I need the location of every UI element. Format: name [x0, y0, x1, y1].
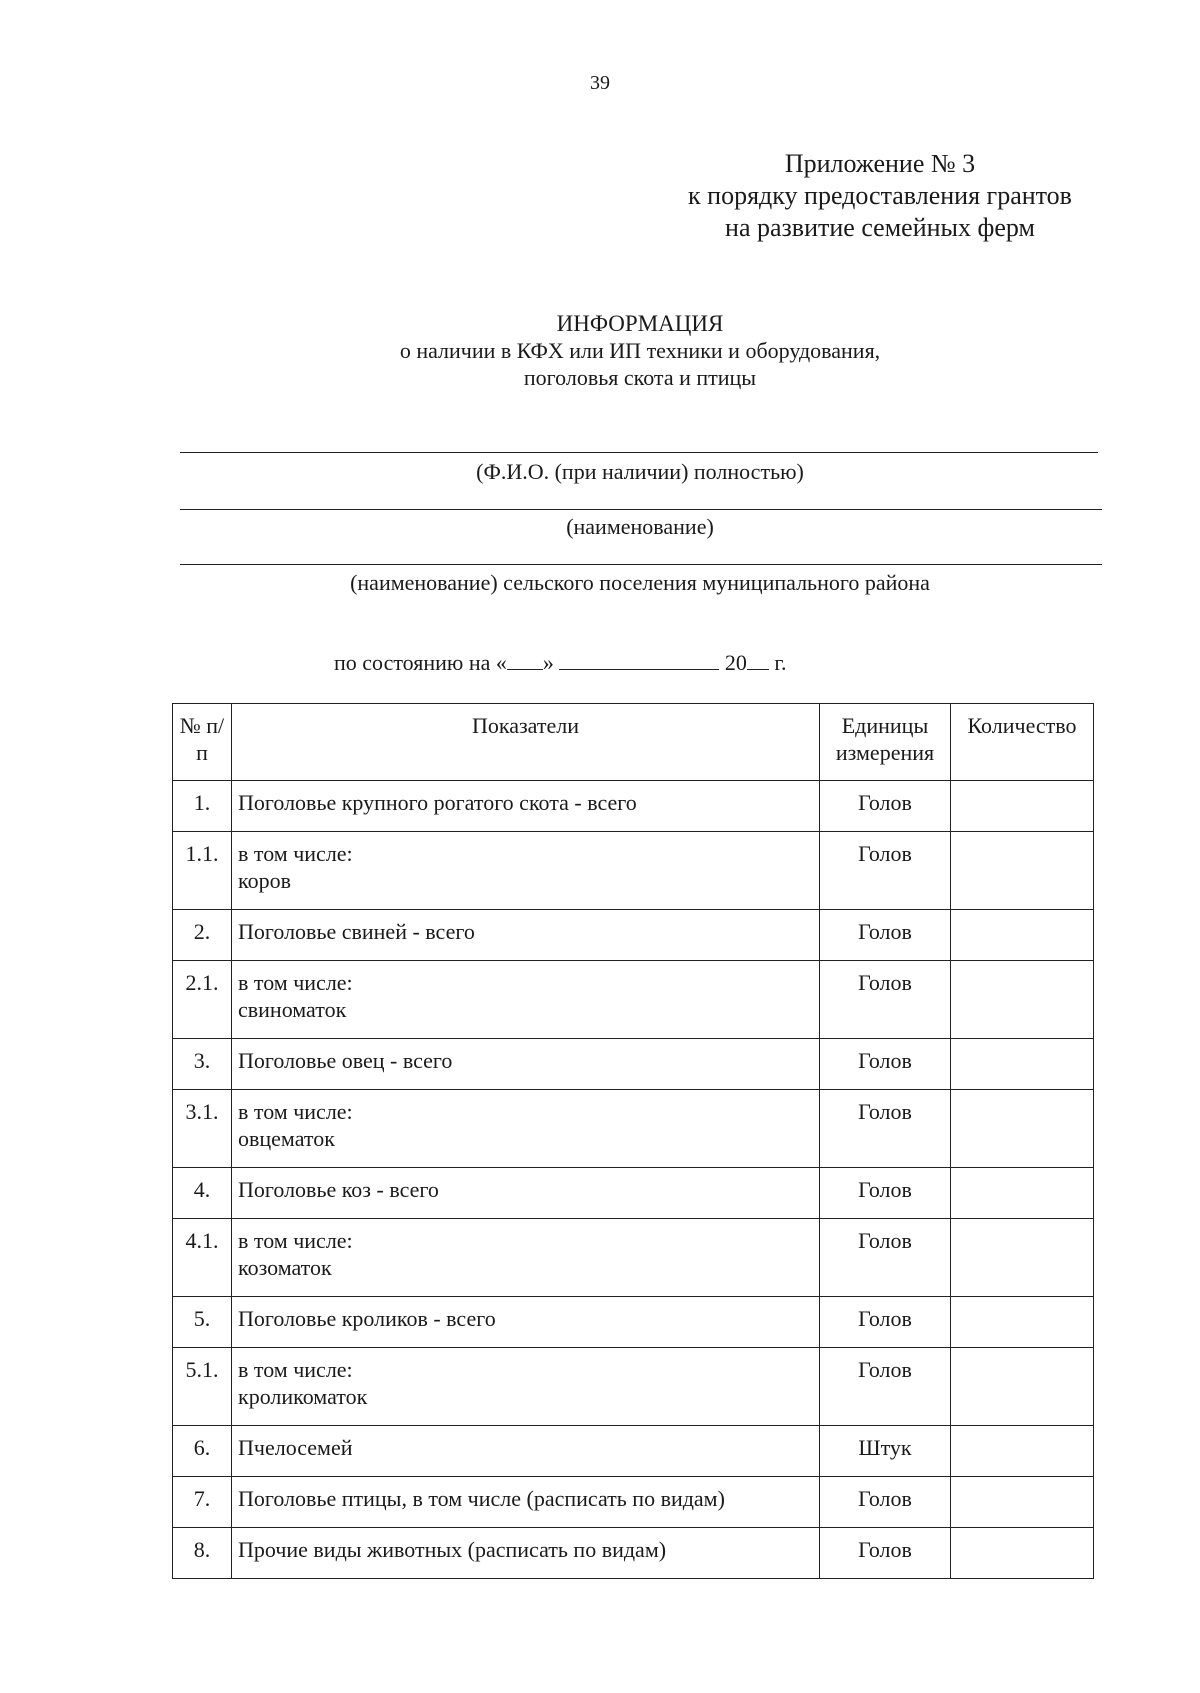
indicator-line: в том числе:: [238, 970, 353, 995]
row-indicator: [232, 832, 820, 910]
indicator-line: в том числе:: [238, 841, 353, 866]
table-row: [173, 1348, 1094, 1426]
row-number: 4.1.: [173, 1219, 232, 1297]
appendix-block: [660, 148, 1100, 244]
settlement-caption: (наименование) сельского поселения муниципального района: [350, 570, 930, 595]
quantity-cell[interactable]: [951, 910, 1094, 961]
as-of-quote-close: »: [542, 650, 554, 675]
row-indicator: [232, 1348, 820, 1426]
quantity-cell[interactable]: [951, 1039, 1094, 1090]
row-indicator: [232, 961, 820, 1039]
table-row: [173, 1090, 1094, 1168]
table-row: [173, 1477, 1094, 1528]
row-indicator: [232, 781, 820, 832]
quantity-cell[interactable]: [951, 1219, 1094, 1297]
row-unit: Голов: [820, 910, 951, 961]
row-number: 3.: [173, 1039, 232, 1090]
appendix-line-3: на развитие семейных ферм: [725, 213, 1035, 242]
row-number: 1.1.: [173, 832, 232, 910]
indicator-line: Поголовье крупного рогатого скота - всего: [238, 790, 637, 815]
table-row: [173, 1528, 1094, 1579]
settlement-fill-line[interactable]: [180, 564, 1102, 565]
page-number: 39: [590, 72, 610, 94]
quantity-cell[interactable]: [951, 1477, 1094, 1528]
quantity-cell[interactable]: [951, 961, 1094, 1039]
quantity-cell[interactable]: [951, 1426, 1094, 1477]
table-row: [173, 781, 1094, 832]
quantity-cell[interactable]: [951, 1168, 1094, 1219]
quantity-cell[interactable]: [951, 1528, 1094, 1579]
appendix-line-2: к порядку предоставления грантов: [688, 181, 1072, 210]
indicator-line: Поголовье кроликов - всего: [238, 1306, 496, 1331]
row-unit: Голов: [820, 1477, 951, 1528]
row-number: 8.: [173, 1528, 232, 1579]
document-subtitle-1: о наличии в КФХ или ИП техники и оборудования,: [399, 338, 881, 363]
indicator-subline: овцематок: [238, 1126, 335, 1151]
name-fill-line[interactable]: [180, 509, 1102, 510]
table-row: [173, 1219, 1094, 1297]
row-indicator: [232, 1477, 820, 1528]
year-prefix: 20: [724, 650, 747, 675]
indicator-line: Пчелосемей: [238, 1435, 353, 1460]
indicator-subline: свиноматок: [238, 997, 347, 1022]
row-number: 7.: [173, 1477, 232, 1528]
indicator-line: в том числе:: [238, 1228, 353, 1253]
document-subtitle-2: поголовья скота и птицы: [523, 365, 757, 390]
quantity-cell[interactable]: [951, 1090, 1094, 1168]
indicator-line: Поголовье птицы, в том числе (расписать по видам): [238, 1486, 725, 1511]
row-unit: Голов: [820, 1039, 951, 1090]
indicator-line: в том числе:: [238, 1357, 353, 1382]
row-unit: Голов: [820, 1297, 951, 1348]
month-blank[interactable]: [559, 651, 719, 670]
indicator-line: Поголовье свиней - всего: [238, 919, 475, 944]
row-unit: Голов: [820, 961, 951, 1039]
table-header-row: [173, 704, 1094, 781]
indicator-line: Прочие виды животных (расписать по видам): [238, 1537, 667, 1562]
row-indicator: [232, 1297, 820, 1348]
indicator-subline: кроликоматок: [238, 1384, 368, 1409]
table-row: [173, 1426, 1094, 1477]
row-number: 1.: [173, 781, 232, 832]
indicator-subline: коров: [238, 868, 291, 893]
row-unit: Голов: [820, 1090, 951, 1168]
fio-caption: (Ф.И.О. (при наличии) полностью): [476, 459, 804, 484]
table-row: [173, 1168, 1094, 1219]
year-suffix: г.: [774, 650, 787, 675]
fio-fill-line[interactable]: [180, 452, 1098, 453]
quantity-cell[interactable]: [951, 832, 1094, 910]
row-number: 4.: [173, 1168, 232, 1219]
as-of-prefix: по состоянию на «: [334, 650, 507, 675]
quantity-cell[interactable]: [951, 781, 1094, 832]
row-number: 2.1.: [173, 961, 232, 1039]
header-num: № п/п: [173, 704, 232, 781]
row-unit: Голов: [820, 1528, 951, 1579]
indicator-line: Поголовье овец - всего: [238, 1048, 453, 1073]
table-row: [173, 1297, 1094, 1348]
row-number: 3.1.: [173, 1090, 232, 1168]
table-row: [173, 1039, 1094, 1090]
row-indicator: [232, 1426, 820, 1477]
year-blank[interactable]: [747, 651, 769, 670]
row-number: 6.: [173, 1426, 232, 1477]
row-unit: Голов: [820, 1168, 951, 1219]
document-heading: [180, 310, 1100, 391]
header-indicator: Показатели: [232, 704, 820, 781]
indicator-line: Поголовье коз - всего: [238, 1177, 439, 1202]
name-caption: (наименование): [566, 514, 714, 539]
table-row: [173, 832, 1094, 910]
row-unit: Штук: [820, 1426, 951, 1477]
row-indicator: [232, 1168, 820, 1219]
row-unit: Голов: [820, 832, 951, 910]
header-unit: Единицы измерения: [820, 704, 951, 781]
row-number: 2.: [173, 910, 232, 961]
row-unit: Голов: [820, 1348, 951, 1426]
quantity-cell[interactable]: [951, 1297, 1094, 1348]
table-row: [173, 961, 1094, 1039]
document-title: ИНФОРМАЦИЯ: [556, 311, 724, 336]
row-unit: Голов: [820, 781, 951, 832]
row-indicator: [232, 1528, 820, 1579]
as-of-date-line: [334, 650, 786, 676]
row-indicator: [232, 1090, 820, 1168]
indicators-table: [172, 703, 1094, 1579]
day-blank[interactable]: [507, 651, 543, 670]
appendix-title: Приложение № 3: [784, 149, 976, 178]
row-indicator: [232, 1039, 820, 1090]
indicator-line: в том числе:: [238, 1099, 353, 1124]
header-quantity: Количество: [951, 704, 1094, 781]
row-number: 5.1.: [173, 1348, 232, 1426]
row-number: 5.: [173, 1297, 232, 1348]
indicator-subline: козоматок: [238, 1255, 332, 1280]
table-row: [173, 910, 1094, 961]
row-unit: Голов: [820, 1219, 951, 1297]
row-indicator: [232, 910, 820, 961]
row-indicator: [232, 1219, 820, 1297]
quantity-cell[interactable]: [951, 1348, 1094, 1426]
